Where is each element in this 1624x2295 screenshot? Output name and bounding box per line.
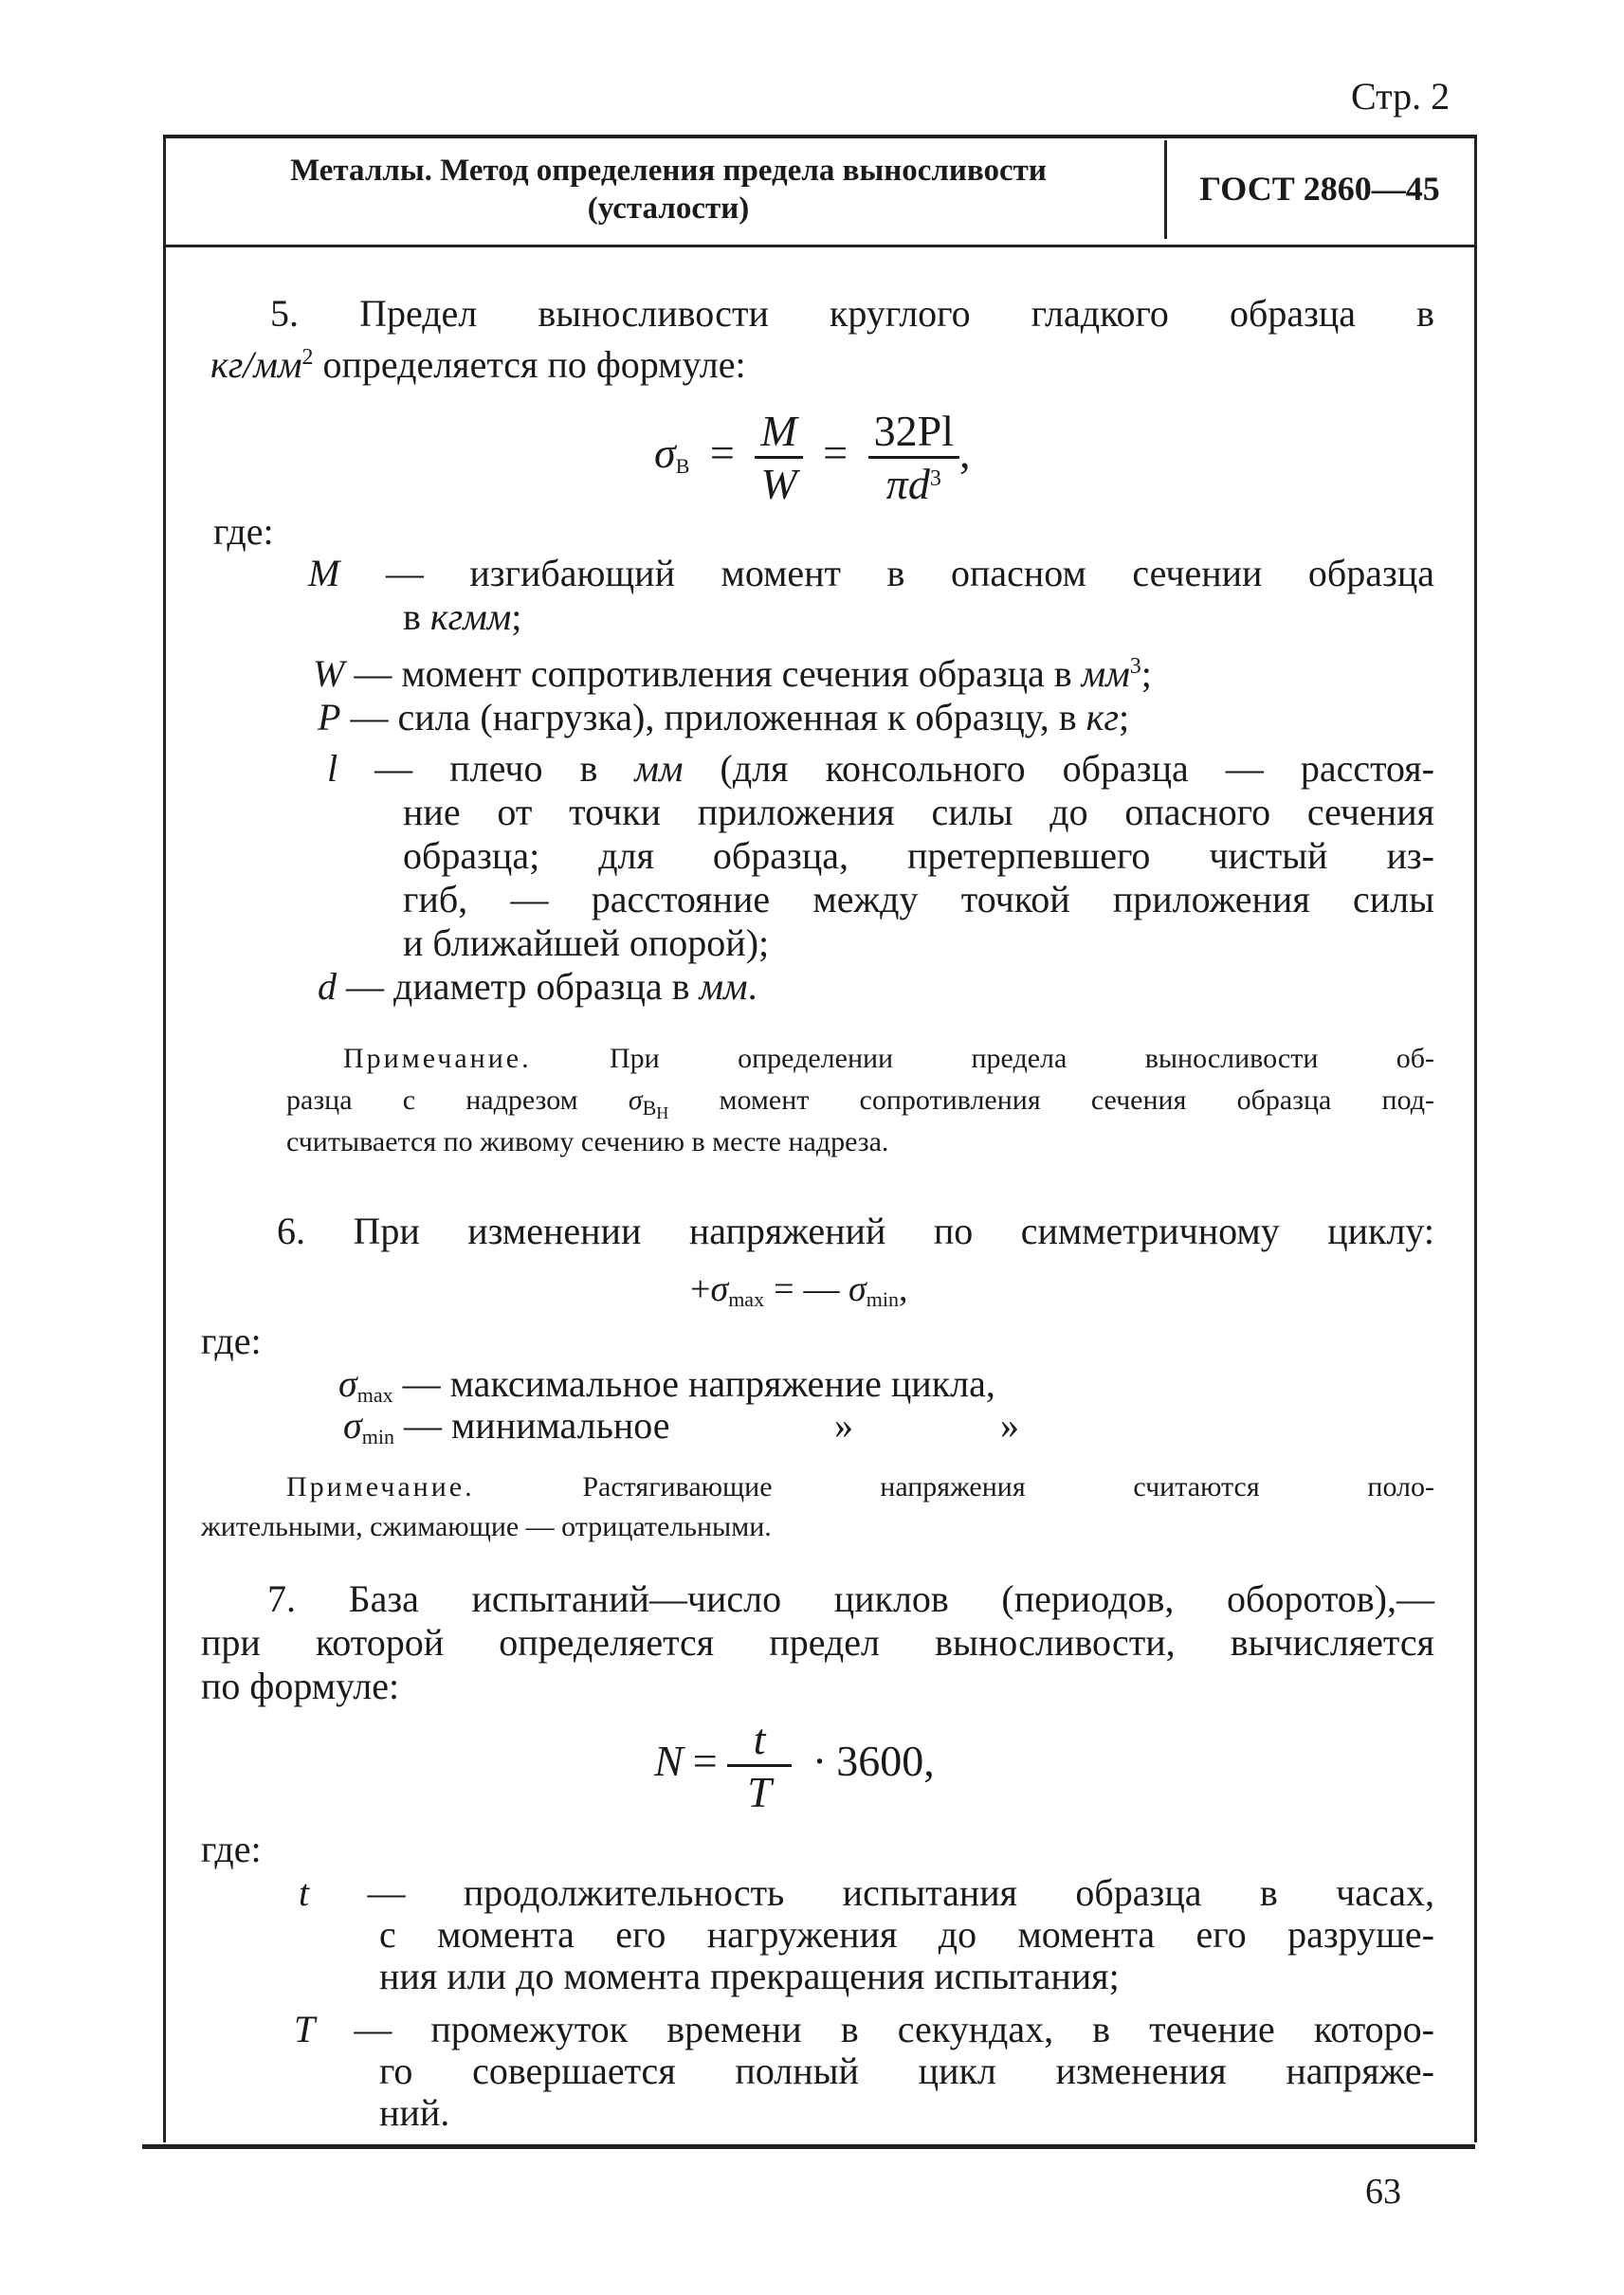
header-separator: [1164, 140, 1167, 239]
definition-sigma-max: $\sigma_{max}$ — максимальное напряжение цикла,: [338, 1362, 995, 1407]
where-label-7: где:: [201, 1828, 262, 1870]
formula-sigma-b: $\sigma_В$ = $\frac{M}{W}$ = $\frac{32Pl}{\pi d^3}$ ,: [654, 407, 971, 508]
header-rule-bottom: [163, 245, 1474, 247]
title-line-2: (усталости): [587, 191, 750, 226]
section-7-number: 7.: [267, 1577, 296, 1620]
definition-t-line2: с момента его нагружения до момента его разруше-: [379, 1913, 1434, 1956]
definition-l: l — плечо в мм (для консольного образца — расстоя-: [327, 747, 1434, 790]
fraction-t-over-T: $\frac{t}{T}$: [727, 1714, 793, 1817]
definition-p: P — сила (нагрузка), приложенная к образцу, в кг;: [318, 696, 1130, 738]
definition-m: M — изгибающий момент в опасном сечении образца: [308, 552, 1435, 594]
bottom-rule: [142, 2144, 1475, 2149]
fraction-32pl: $\frac{32Pl}{\pi d^3}$: [868, 406, 959, 509]
note-label-2: Примечание.: [286, 1471, 475, 1503]
note-2-line1: Примечание. Растягивающие напряжения считаются поло-: [286, 1471, 1435, 1503]
definition-T-line3: ний.: [379, 2091, 450, 2134]
section-5-intro-cont: $кг/мм^2$ определяется по формуле:: [210, 343, 746, 386]
section-7-line2: при которой определяется предел выносливости, вычисляется: [201, 1621, 1434, 1664]
section-5-number: 5.: [270, 292, 299, 335]
note-2-line2: жительными, сжимающие — отрицательными.: [201, 1511, 772, 1542]
standard-number: ГОСТ 2860—45: [1199, 170, 1440, 208]
definition-t-line3: ния или до момента прекращения испытания;: [379, 1955, 1120, 1997]
formula-test-base: N = $\frac{t}{T}$ · 3600,: [654, 1715, 935, 1816]
definition-T: T — промежуток времени в секундах, в течение которо-: [294, 2008, 1435, 2050]
definition-t: t — продолжительность испытания образца в часах,: [299, 1871, 1435, 1914]
section-6-intro: 6. При изменении напряжений по симметричному циклу:: [277, 1210, 1434, 1252]
title-line-1: Металлы. Метод определения предела выносливости: [290, 154, 1047, 188]
section-6-number: 6.: [277, 1210, 305, 1252]
definition-l-line5: и ближайшей опорой);: [403, 921, 770, 964]
where-label: где:: [213, 510, 274, 553]
note-1-line3: считывается по живому сечению в месте надреза.: [286, 1126, 889, 1157]
definition-w: W — момент сопротивления сечения образца в $мм^3$;: [313, 652, 1152, 695]
ditto-mark-2: »: [1000, 1404, 1019, 1447]
section-7-line1: 7. База испытаний—число циклов (периодов, оборотов),—: [267, 1577, 1434, 1620]
definition-l-line4: гиб, — расстояние между точкой приложения силы: [403, 878, 1434, 920]
formula-symmetric-cycle: $+\sigma_{max}$ = — $\sigma_{min}$,: [690, 1269, 908, 1311]
document-title: [190, 152, 1147, 228]
note-1-line2: разца с надрезом $\sigma_{BH}$ момент сопротивления сечения образца под-: [286, 1084, 1434, 1122]
fraction-m-w: $\frac{M}{W}$: [755, 406, 802, 509]
definition-l-line3: образца; для образца, претерпевшего чистый из-: [403, 834, 1434, 877]
note-1-line1: Примечание. При определении предела выносливости об-: [343, 1043, 1435, 1074]
section-7-line3: по формуле:: [201, 1665, 400, 1707]
definition-sigma-min: $\sigma_{min}$ — минимальное: [343, 1404, 670, 1448]
section-5-intro: 5. Предел выносливости круглого гладкого образца в: [270, 292, 1435, 335]
definition-l-line2: ние от точки приложения силы до опасного сечения: [403, 791, 1434, 833]
note-label: Примечание.: [343, 1043, 532, 1074]
header-rule-top: [163, 135, 1474, 138]
where-label-6: где:: [201, 1320, 262, 1362]
footer-page-number: 63: [1365, 2172, 1401, 2212]
ditto-mark-1: »: [834, 1404, 853, 1447]
definition-T-line2: го совершается полный цикл изменения напряже-: [379, 2049, 1434, 2092]
definition-m-cont: в кгмм;: [403, 595, 522, 638]
page-label: Стр. 2: [1351, 75, 1451, 118]
definition-d: d — диаметр образца в мм.: [318, 965, 757, 1008]
